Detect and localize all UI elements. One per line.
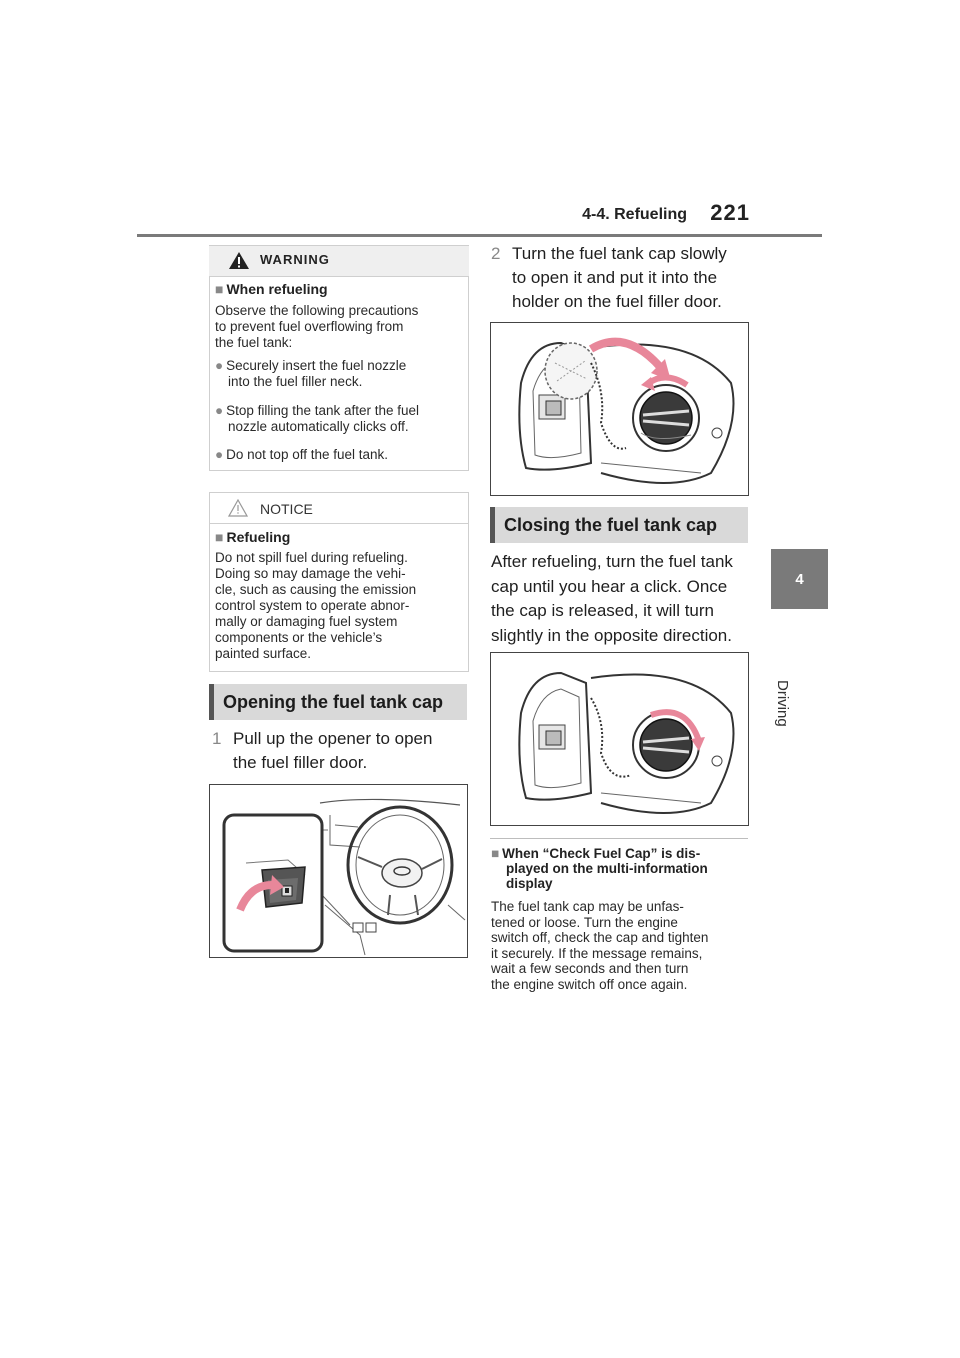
text-line: slightly in the opposite direction.: [491, 625, 732, 645]
text-line: tened or loose. Turn the engine: [491, 914, 678, 930]
section-title-closing: Closing the fuel tank cap: [490, 507, 748, 543]
check-fuel-cap-body: [491, 899, 753, 992]
text-line: control system to operate abnor-: [215, 598, 410, 613]
text-line: Pull up the opener to open: [233, 729, 433, 748]
header-rule: [137, 234, 822, 237]
chapter-label-text: Driving: [774, 680, 791, 727]
notice-header: [209, 492, 469, 524]
text-line: the cap is released, it will turn: [491, 601, 714, 620]
text-line: mally or damaging fuel system: [215, 614, 398, 629]
text-line: wait a few seconds and then turn: [491, 961, 689, 976]
text-line: After refueling, turn the fuel tank: [491, 552, 733, 571]
page-number: 221: [710, 200, 750, 225]
text-line: Doing so may damage the vehi-: [215, 566, 406, 581]
text-line: to open it and put it into the: [512, 268, 718, 287]
chapter-tab[interactable]: 4: [771, 549, 828, 609]
text-line: it securely. If the message remains,: [491, 945, 703, 961]
notice-body: [215, 550, 467, 662]
text-line: Observe the following precautions: [215, 303, 419, 318]
text-line: cle, such as causing the emission: [215, 582, 417, 597]
text-line: switch off, check the cap and tighten: [491, 930, 709, 945]
warning-title: WARNING: [260, 252, 330, 267]
text-line: played on the multi-information: [506, 861, 708, 876]
fuel-cap-open-illustration: [490, 322, 749, 496]
text-line: nozzle automatically clicks off.: [228, 419, 409, 434]
notice-heading: [215, 529, 290, 545]
circle-bullet-icon: ●: [215, 358, 224, 373]
square-bullet-icon: ■: [215, 529, 224, 545]
text-line: Do not top off the fuel tank.: [226, 447, 389, 462]
text-line: to prevent fuel overflowing from: [215, 319, 404, 334]
text-line: Do not spill fuel during refueling.: [215, 550, 408, 565]
caution-triangle-icon: [228, 499, 248, 517]
check-fuel-cap-heading: [491, 846, 751, 891]
closing-instructions: [491, 550, 771, 648]
warning-bullet: [215, 358, 465, 390]
chapter-label: [770, 618, 830, 727]
warning-heading-text: When refueling: [226, 281, 328, 297]
square-bullet-icon: ■: [215, 281, 224, 297]
circle-bullet-icon: ●: [215, 447, 224, 462]
notice-title: NOTICE: [260, 501, 313, 517]
text-line: display: [506, 876, 553, 891]
running-header-section: 4-4. Refueling: [582, 206, 687, 223]
text-line: painted surface.: [215, 646, 312, 661]
text-line: into the fuel filler neck.: [228, 374, 363, 389]
text-line: Securely insert the fuel nozzle: [226, 358, 407, 373]
text-line: the fuel filler door.: [233, 753, 368, 772]
square-bullet-icon: ■: [491, 846, 500, 861]
text-line: Turn the fuel tank cap slowly: [512, 244, 727, 263]
section-title-opening: Opening the fuel tank cap: [209, 684, 467, 720]
step-number: 1: [212, 729, 222, 748]
text-line: When “Check Fuel Cap” is dis-: [502, 846, 701, 861]
step-2: [491, 242, 771, 314]
text-line: The fuel tank cap may be unfas-: [491, 899, 684, 914]
text-line: holder on the fuel filler door.: [512, 292, 722, 311]
notice-heading-text: Refueling: [226, 529, 291, 545]
step-number: 2: [491, 244, 501, 263]
text-line: the fuel tank:: [215, 335, 293, 350]
fuel-door-opener-illustration: [209, 784, 468, 958]
fuel-cap-closing-illustration: [490, 652, 749, 826]
text-line: the engine switch off once again.: [491, 976, 688, 992]
warning-bullet: [215, 403, 470, 435]
text-line: components or the vehicle’s: [215, 630, 383, 645]
step-1: [212, 727, 472, 775]
note-divider: [490, 838, 748, 839]
text-line: Stop filling the tank after the fuel: [226, 403, 420, 418]
circle-bullet-icon: ●: [215, 403, 224, 418]
warning-intro: [215, 303, 465, 351]
warning-heading: [215, 281, 328, 297]
text-line: cap until you hear a click. Once: [491, 576, 728, 596]
warning-bullet: [215, 447, 465, 463]
warning-triangle-icon: [228, 251, 250, 270]
